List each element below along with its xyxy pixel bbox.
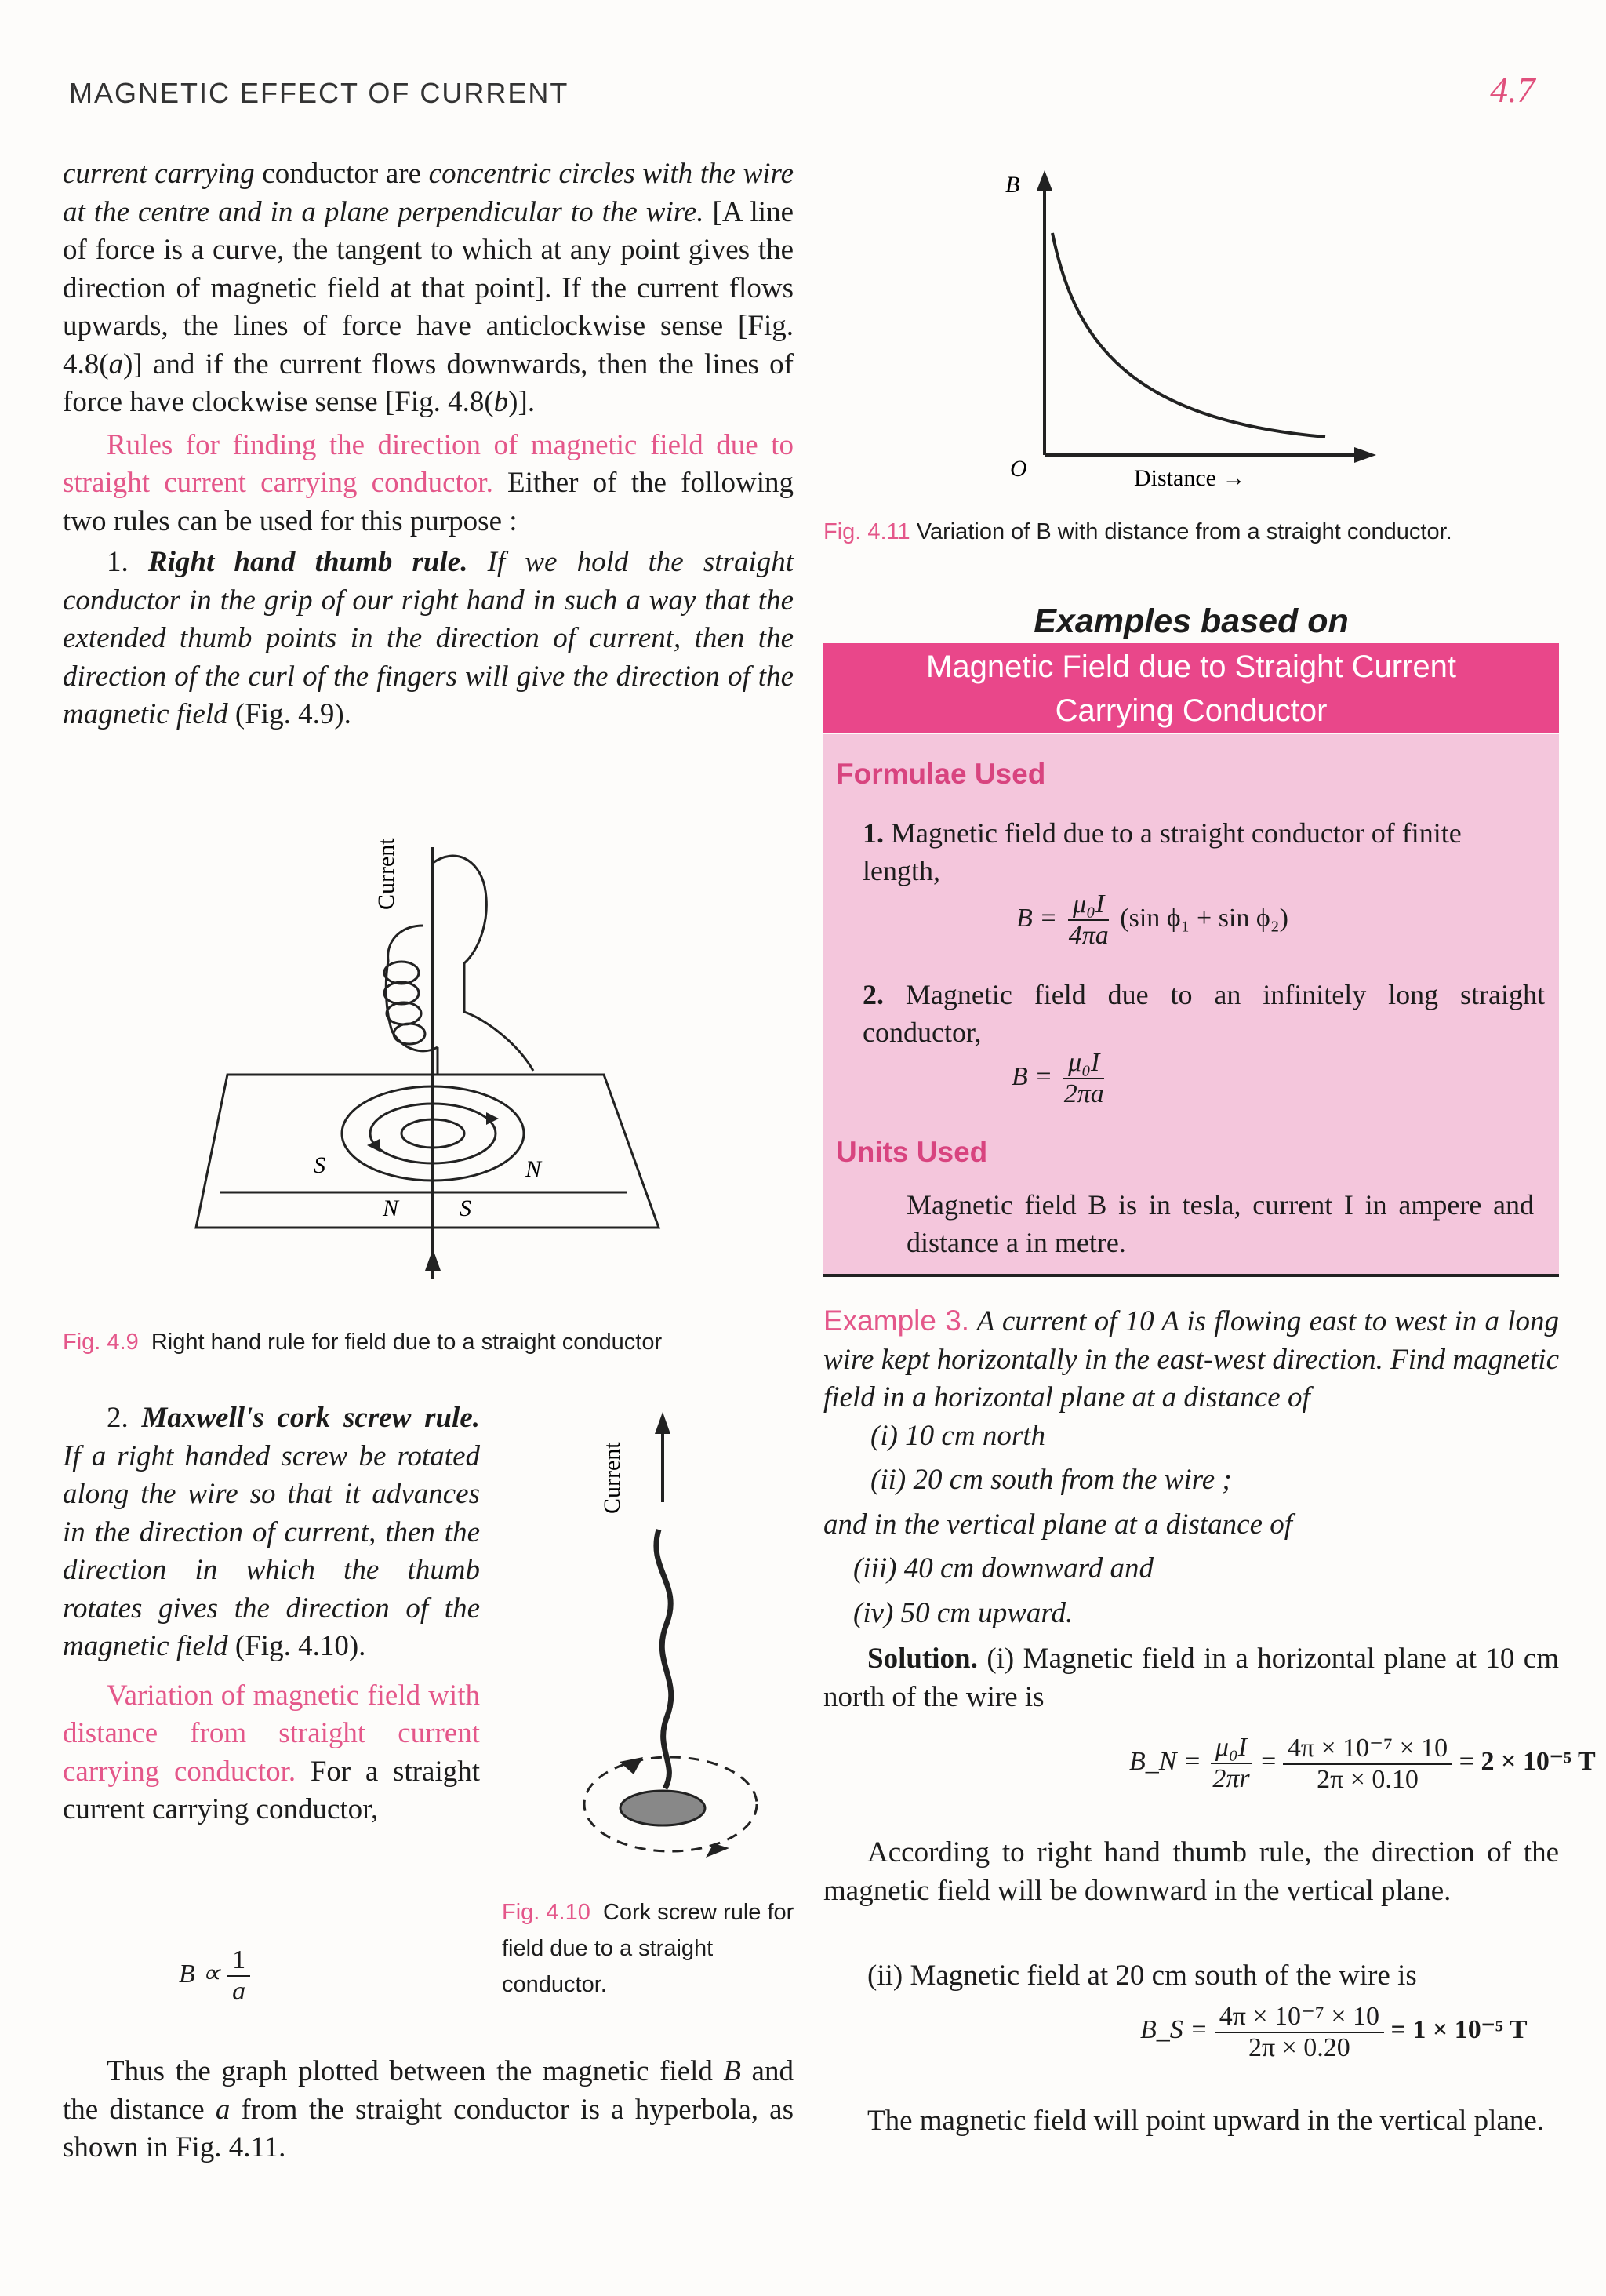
fig-4-10-caption: Fig. 4.10 Cork screw rule for field due to a straight conductor. <box>502 1900 794 1997</box>
rule1-paragraph: 1. Right hand thumb rule. If we hold the straight conductor in the grip of our right hand in such a way that the extended thumb points in the direction of current, then the direction of the curl of the fingers will give the direction of the magnetic field (Fig. 4.9). <box>63 546 794 730</box>
formulae-heading: Formulae Used <box>836 758 1046 790</box>
solution-label: Solution. <box>867 1643 978 1675</box>
box-bottom-rule <box>823 1274 1559 1277</box>
fig410-current-label: Current <box>599 1442 625 1514</box>
example-3 <box>823 1302 1559 1716</box>
fig411-origin-label: O <box>1010 456 1027 482</box>
example-3-item-iii: (iii) 40 cm downward and <box>853 1552 1154 1585</box>
final-paragraph: The magnetic field will point upward in the vertical plane. <box>867 2105 1545 2137</box>
direction-paragraph: According to right hand thumb rule, the direction of the magnetic field will be downward in the vertical plane. <box>823 1836 1559 1907</box>
fig49-n-right: N <box>525 1156 542 1182</box>
examples-band: Magnetic Field due to Straight Current Carrying Conductor <box>823 643 1559 733</box>
fig-4-11-caption: Fig. 4.11 Variation of B with distance from a straight conductor. <box>823 519 1452 544</box>
rules-paragraph: Rules for finding the direction of magnetic field due to straight current carrying conductor. Either of the following two rules can be used for this purpose : <box>63 428 794 537</box>
example-3-item-i: (i) 10 cm north <box>870 1419 1045 1452</box>
fig-4-9-caption: Fig. 4.9 Right hand rule for field due to a straight conductor <box>63 1330 663 1355</box>
rule2-title: Maxwell's cork screw rule. <box>141 1402 480 1434</box>
formula-2: B = $\frac{\text{μ₀I}}{2\pi a}$ <box>1012 1048 1104 1108</box>
equation-bn: B_N = $\frac{\text{μ₀I}}{2\pi r}$ = $\frac{\text{4π × 10⁻⁷ × 10}}{2\pi \times 0.10}$ = 2 × 10⁻⁵ T <box>1129 1733 1596 1794</box>
fig49-n-bottom: N <box>383 1195 399 1221</box>
intro-paragraph: current carrying conductor are concentric circles with the wire at the centre and in a plane perpendicular to the wire. [A line of force is a curve, the tangent to which at any point gives the direction of magnetic field at that point]. If the current flows upwards, the lines of force have anticlockwise sense [Fig. 4.8(a)] and if the current flows downwards, then the lines of force have clockwise sense [Fig. 4.8(b)]. <box>63 158 794 418</box>
fig411-x-axis-label: Distance → <box>1134 465 1246 491</box>
fig49-current-label: Current <box>373 838 399 910</box>
rules-heading: Rules for finding the direction of magnetic field due to straight current carrying conductor. <box>63 428 794 499</box>
proportion-formula: B ∝ $\frac{1}{a}$ <box>179 1945 250 2007</box>
units-text: Magnetic field B is in tesla, current I in ampere and distance a in metre. <box>907 1189 1534 1258</box>
conclusion-paragraph: Thus the graph plotted between the magnetic field B and the distance a from the straight conductor is a hyperbola, as shown in Fig. 4.11. <box>63 2055 794 2163</box>
equation-bs: B_S = $\frac{\text{4π × 10⁻⁷ × 10}}{2\pi \times 0.20}$ = 1 × 10⁻⁵ T <box>1140 2002 1528 2062</box>
rule1-title: Right hand thumb rule. <box>147 546 468 578</box>
fig-4-11-graph <box>996 161 1388 506</box>
formulae-box <box>823 734 1559 1275</box>
rule2-block <box>63 1399 480 1829</box>
example-3-vertical-text: and in the vertical plane at a distance of <box>823 1508 1293 1541</box>
fig-4-9-right-hand-rule <box>188 816 674 1286</box>
rule2-paragraph: 2. Maxwell's cork screw rule. If a right handed screw be rotated along the wire so that it advances in the direction of current, then the direction in which the thumb rotates gives the direction of the magnetic field (Fig. 4.10). <box>63 1402 480 1662</box>
solution-paragraph: Solution. (i) Magnetic field in a horizontal plane at 10 cm north of the wire is <box>823 1643 1559 1713</box>
variation-paragraph: Variation of magnetic field with distance from straight current carrying conductor. For a straight current carrying conductor, <box>63 1679 481 1825</box>
example-3-statement: Example 3. A current of 10 A is flowing east to west in a long wire kept horizontally in the east-west direction. Find magnetic field in a horizontal plane at a distance of <box>823 1304 1560 1414</box>
fig49-s-left: S <box>314 1152 325 1178</box>
units-heading: Units Used <box>836 1136 988 1168</box>
part-ii-paragraph: (ii) Magnetic field at 20 cm south of the wire is <box>867 1959 1417 1992</box>
examples-title: Examples based on <box>1034 602 1349 640</box>
fig411-y-axis-label: B <box>1005 172 1020 198</box>
example-3-item-iv: (iv) 50 cm upward. <box>853 1596 1074 1629</box>
fig-4-10-cork-screw <box>565 1404 768 1883</box>
page-number: 4.7 <box>1490 70 1535 110</box>
formula-2-text: 2. Magnetic field due to an infinitely long straight conductor, <box>863 979 1546 1048</box>
formula-1: B = $\frac{\text{μ₀I}}{4\pi a}$ (sin ϕ₁ + sin ϕ₂) <box>1016 890 1288 950</box>
variation-heading: Variation of magnetic field with distance from straight current carrying conductor. <box>63 1679 480 1788</box>
formula-1-text: 1. Magnetic field due to a straight conductor of finite length, <box>863 817 1462 886</box>
example-3-item-ii: (ii) 20 cm south from the wire ; <box>870 1464 1232 1496</box>
example-3-label: Example 3. <box>823 1304 970 1337</box>
fig49-s-bottom: S <box>460 1195 471 1221</box>
left-column <box>63 155 794 734</box>
running-header: MAGNETIC EFFECT OF CURRENT <box>69 77 569 109</box>
